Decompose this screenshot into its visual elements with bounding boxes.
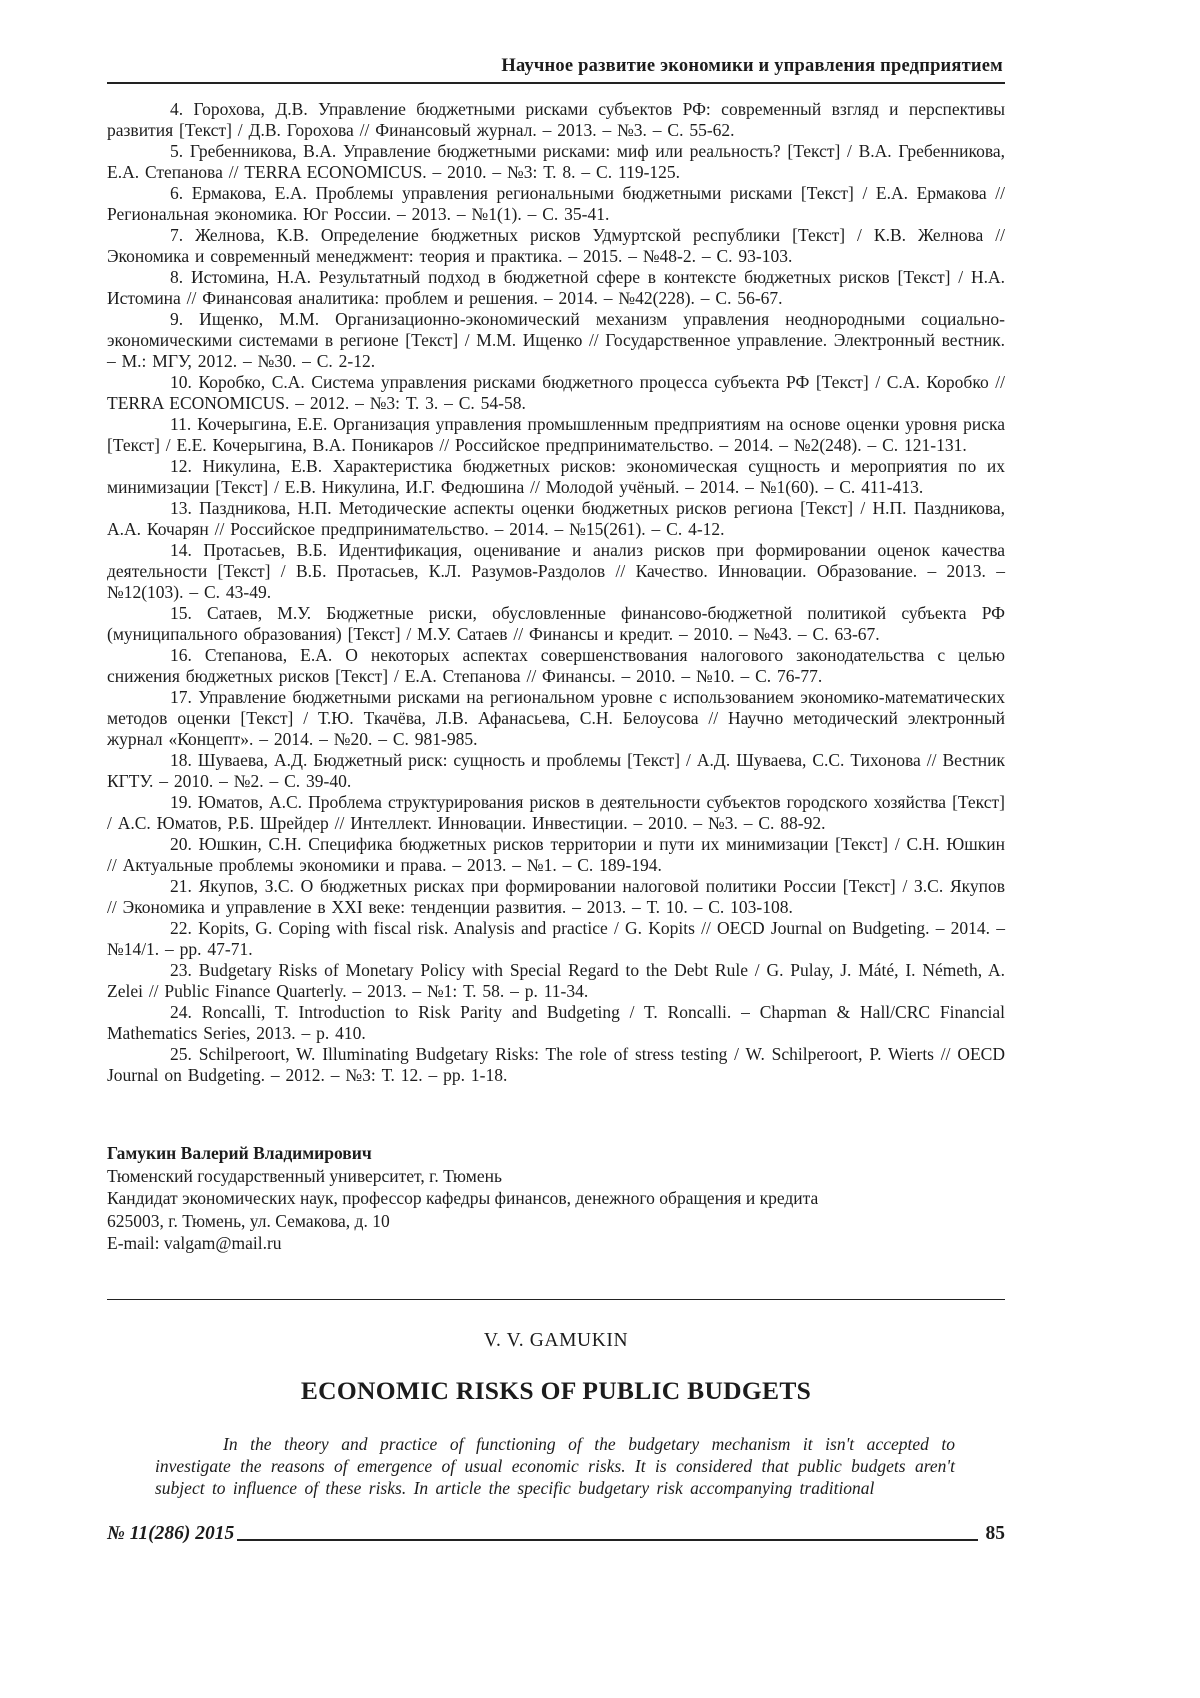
issue-number: № 11(286) 2015: [107, 1522, 235, 1544]
reference-item: 16. Степанова, Е.А. О некоторых аспектах совершенствования налогового законодательства с целью снижения бюджетных рисков [Текст] / Е.А. Степанова // Финансы. – 2010. – №10. – С. 76-77.: [107, 645, 1005, 686]
reference-item: 21. Якупов, З.С. О бюджетных рисках при формировании налоговой политики России [Текст] / З.С. Якупов // Экономика и управление в XXI веке: тенденции развития. – 2013. – Т. 10. – С. 103-108.: [107, 876, 1005, 917]
footer-rule: [237, 1539, 977, 1541]
reference-item: 13. Паздникова, Н.П. Методические аспекты оценки бюджетных рисков региона [Текст] / Н.П. Паздникова, А.А. Кочарян // Российское предпринимательство. – 2014. – №15(261). – С. 4-12.: [107, 498, 1005, 539]
reference-item: 5. Гребенникова, В.А. Управление бюджетными рисками: миф или реальность? [Текст] / В.А. Гребенникова, Е.А. Степанова // TERRA ECONOMICUS. – 2010. – №3: Т. 8. – С. 119-125.: [107, 141, 1005, 182]
author-info-block: [107, 1142, 1005, 1255]
english-section: [107, 1330, 1005, 1499]
section-divider-rule: [107, 1299, 1005, 1300]
reference-item: 12. Никулина, Е.В. Характеристика бюджетных рисков: экономическая сущность и мероприятия по их минимизации [Текст] / Е.В. Никулина, И.Г. Федюшина // Молодой учёный. – 2014. – №1(60). – С. 411-413.: [107, 456, 1005, 497]
reference-item: 24. Roncalli, T. Introduction to Risk Parity and Budgeting / T. Roncalli. – Chapman & Hall/CRC Financial Mathematics Series, 2013. – p. 410.: [107, 1002, 1005, 1043]
running-head-title: Научное развитие экономики и управления предприятием: [501, 56, 1003, 76]
author-position: Кандидат экономических наук, профессор кафедры финансов, денежного обращения и кредита: [107, 1188, 819, 1208]
author-address: 625003, г. Тюмень, ул. Семакова, д. 10: [107, 1210, 390, 1231]
reference-item: 9. Ищенко, М.М. Организационно-экономический механизм управления неоднородными социально-экономическими системами в регионе [Текст] / М.М. Ищенко // Государственное управление. Электронный вестник. – М.: МГУ, 2012. – №30. – С. 2-12.: [107, 309, 1005, 371]
running-head-rule: [107, 82, 1005, 84]
page-footer: [107, 1523, 1005, 1546]
reference-item: 20. Юшкин, С.Н. Специфика бюджетных рисков территории и пути их минимизации [Текст] / С.Н. Юшкин // Актуальные проблемы экономики и права. – 2013. – №1. – С. 189-194.: [107, 834, 1005, 875]
reference-item: 11. Кочерыгина, Е.Е. Организация управления промышленным предприятиям на основе оценки уровня риска [Текст] / Е.Е. Кочерыгина, В.А. Поникаров // Российское предпринимательство. – 2014. – №2(248). – С. 121-131.: [107, 414, 1005, 455]
reference-item: 14. Протасьев, В.Б. Идентификация, оценивание и анализ рисков при формировании оценок качества деятельности [Текст] / В.Б. Протасьев, К.Л. Разумов-Раздолов // Качество. Инновации. Образование. – 2013. – №12(103). – С. 43-49.: [107, 540, 1005, 602]
reference-item: 6. Ермакова, Е.А. Проблемы управления региональными бюджетными рисками [Текст] / Е.А. Ермакова // Региональная экономика. Юг России. – 2013. – №1(1). – С. 35-41.: [107, 183, 1005, 224]
author-affiliation: Тюменский государственный университет, г. Тюмень: [107, 1165, 502, 1186]
reference-item: 23. Budgetary Risks of Monetary Policy with Special Regard to the Debt Rule / G. Pulay, J. Máté, I. Németh, A. Zelei // Public Finance Quarterly. – 2013. – №1: Т. 58. – p. 11-34.: [107, 960, 1005, 1001]
reference-item: 10. Коробко, С.А. Система управления рисками бюджетного процесса субъекта РФ [Текст] / С.А. Коробко // TERRA ECONOMICUS. – 2012. – №3: Т. 3. – С. 54-58.: [107, 372, 1005, 413]
english-abstract: In the theory and practice of functioning of the budgetary mechanism it isn't accepted to investigate the reasons of emergence of usual economic risks. It is considered that public budgets aren't subject to influence of these risks. In article the specific budgetary risk accompanying traditional: [155, 1433, 955, 1498]
reference-item: 7. Желнова, К.В. Определение бюджетных рисков Удмуртской республики [Текст] / К.В. Желнова // Экономика и современный менеджмент: теория и практика. – 2015. – №48-2. – С. 93-103.: [107, 225, 1005, 266]
page-body: [107, 99, 1005, 1499]
reference-item: 15. Сатаев, М.У. Бюджетные риски, обусловленные финансово-бюджетной политикой субъекта РФ (муниципального образования) [Текст] / М.У. Сатаев // Финансы и кредит. – 2010. – №43. – С. 63-67.: [107, 603, 1005, 644]
author-email: E-mail: valgam@mail.ru: [107, 1233, 282, 1253]
running-head: [107, 56, 1005, 84]
english-article-title: ECONOMIC RISKS OF PUBLIC BUDGETS: [300, 1375, 812, 1405]
reference-item: 19. Юматов, А.С. Проблема структурирования рисков в деятельности субъектов городского хозяйства [Текст] / А.С. Юматов, Р.Б. Шрейдер // Интеллект. Инновации. Инвестиции. – 2010. – №3. – С. 88-92.: [107, 792, 1005, 833]
reference-item: 22. Kopits, G. Coping with fiscal risk. Analysis and practice / G. Kopits // OECD Journal on Budgeting. – 2014. – №14/1. – pp. 47-71.: [107, 918, 1005, 959]
reference-item: 18. Шуваева, А.Д. Бюджетный риск: сущность и проблемы [Текст] / А.Д. Шуваева, С.С. Тихонова // Вестник КГТУ. – 2010. – №2. – С. 39-40.: [107, 750, 1005, 791]
references-list: [107, 99, 1005, 1086]
english-author-line: V. V. GAMUKIN: [483, 1329, 629, 1351]
reference-item: 25. Schilperoort, W. Illuminating Budgetary Risks: The role of stress testing / W. Schilperoort, P. Wierts // OECD Journal on Budgeting. – 2012. – №3: Т. 12. – pp. 1-18.: [107, 1044, 1005, 1085]
author-name: Гамукин Валерий Владимирович: [107, 1143, 372, 1163]
reference-item: 8. Истомина, Н.А. Результатный подход в бюджетной сфере в контексте бюджетных рисков [Текст] / Н.А. Истомина // Финансовая аналитика: проблем и решения. – 2014. – №42(228). – С. 56-67.: [107, 267, 1005, 308]
page-number: 85: [985, 1522, 1005, 1544]
reference-item: 17. Управление бюджетными рисками на региональном уровне с использованием экономико-математических методов оценки [Текст] / Т.Ю. Ткачёва, Л.В. Афанасьева, С.Н. Белоусова // Научно методический электронный журнал «Концепт». – 2014. – №20. – С. 981-985.: [107, 687, 1005, 749]
reference-item: 4. Горохова, Д.В. Управление бюджетными рисками субъектов РФ: современный взгляд и перспективы развития [Текст] / Д.В. Горохова // Финансовый журнал. – 2013. – №3. – С. 55-62.: [107, 99, 1005, 140]
